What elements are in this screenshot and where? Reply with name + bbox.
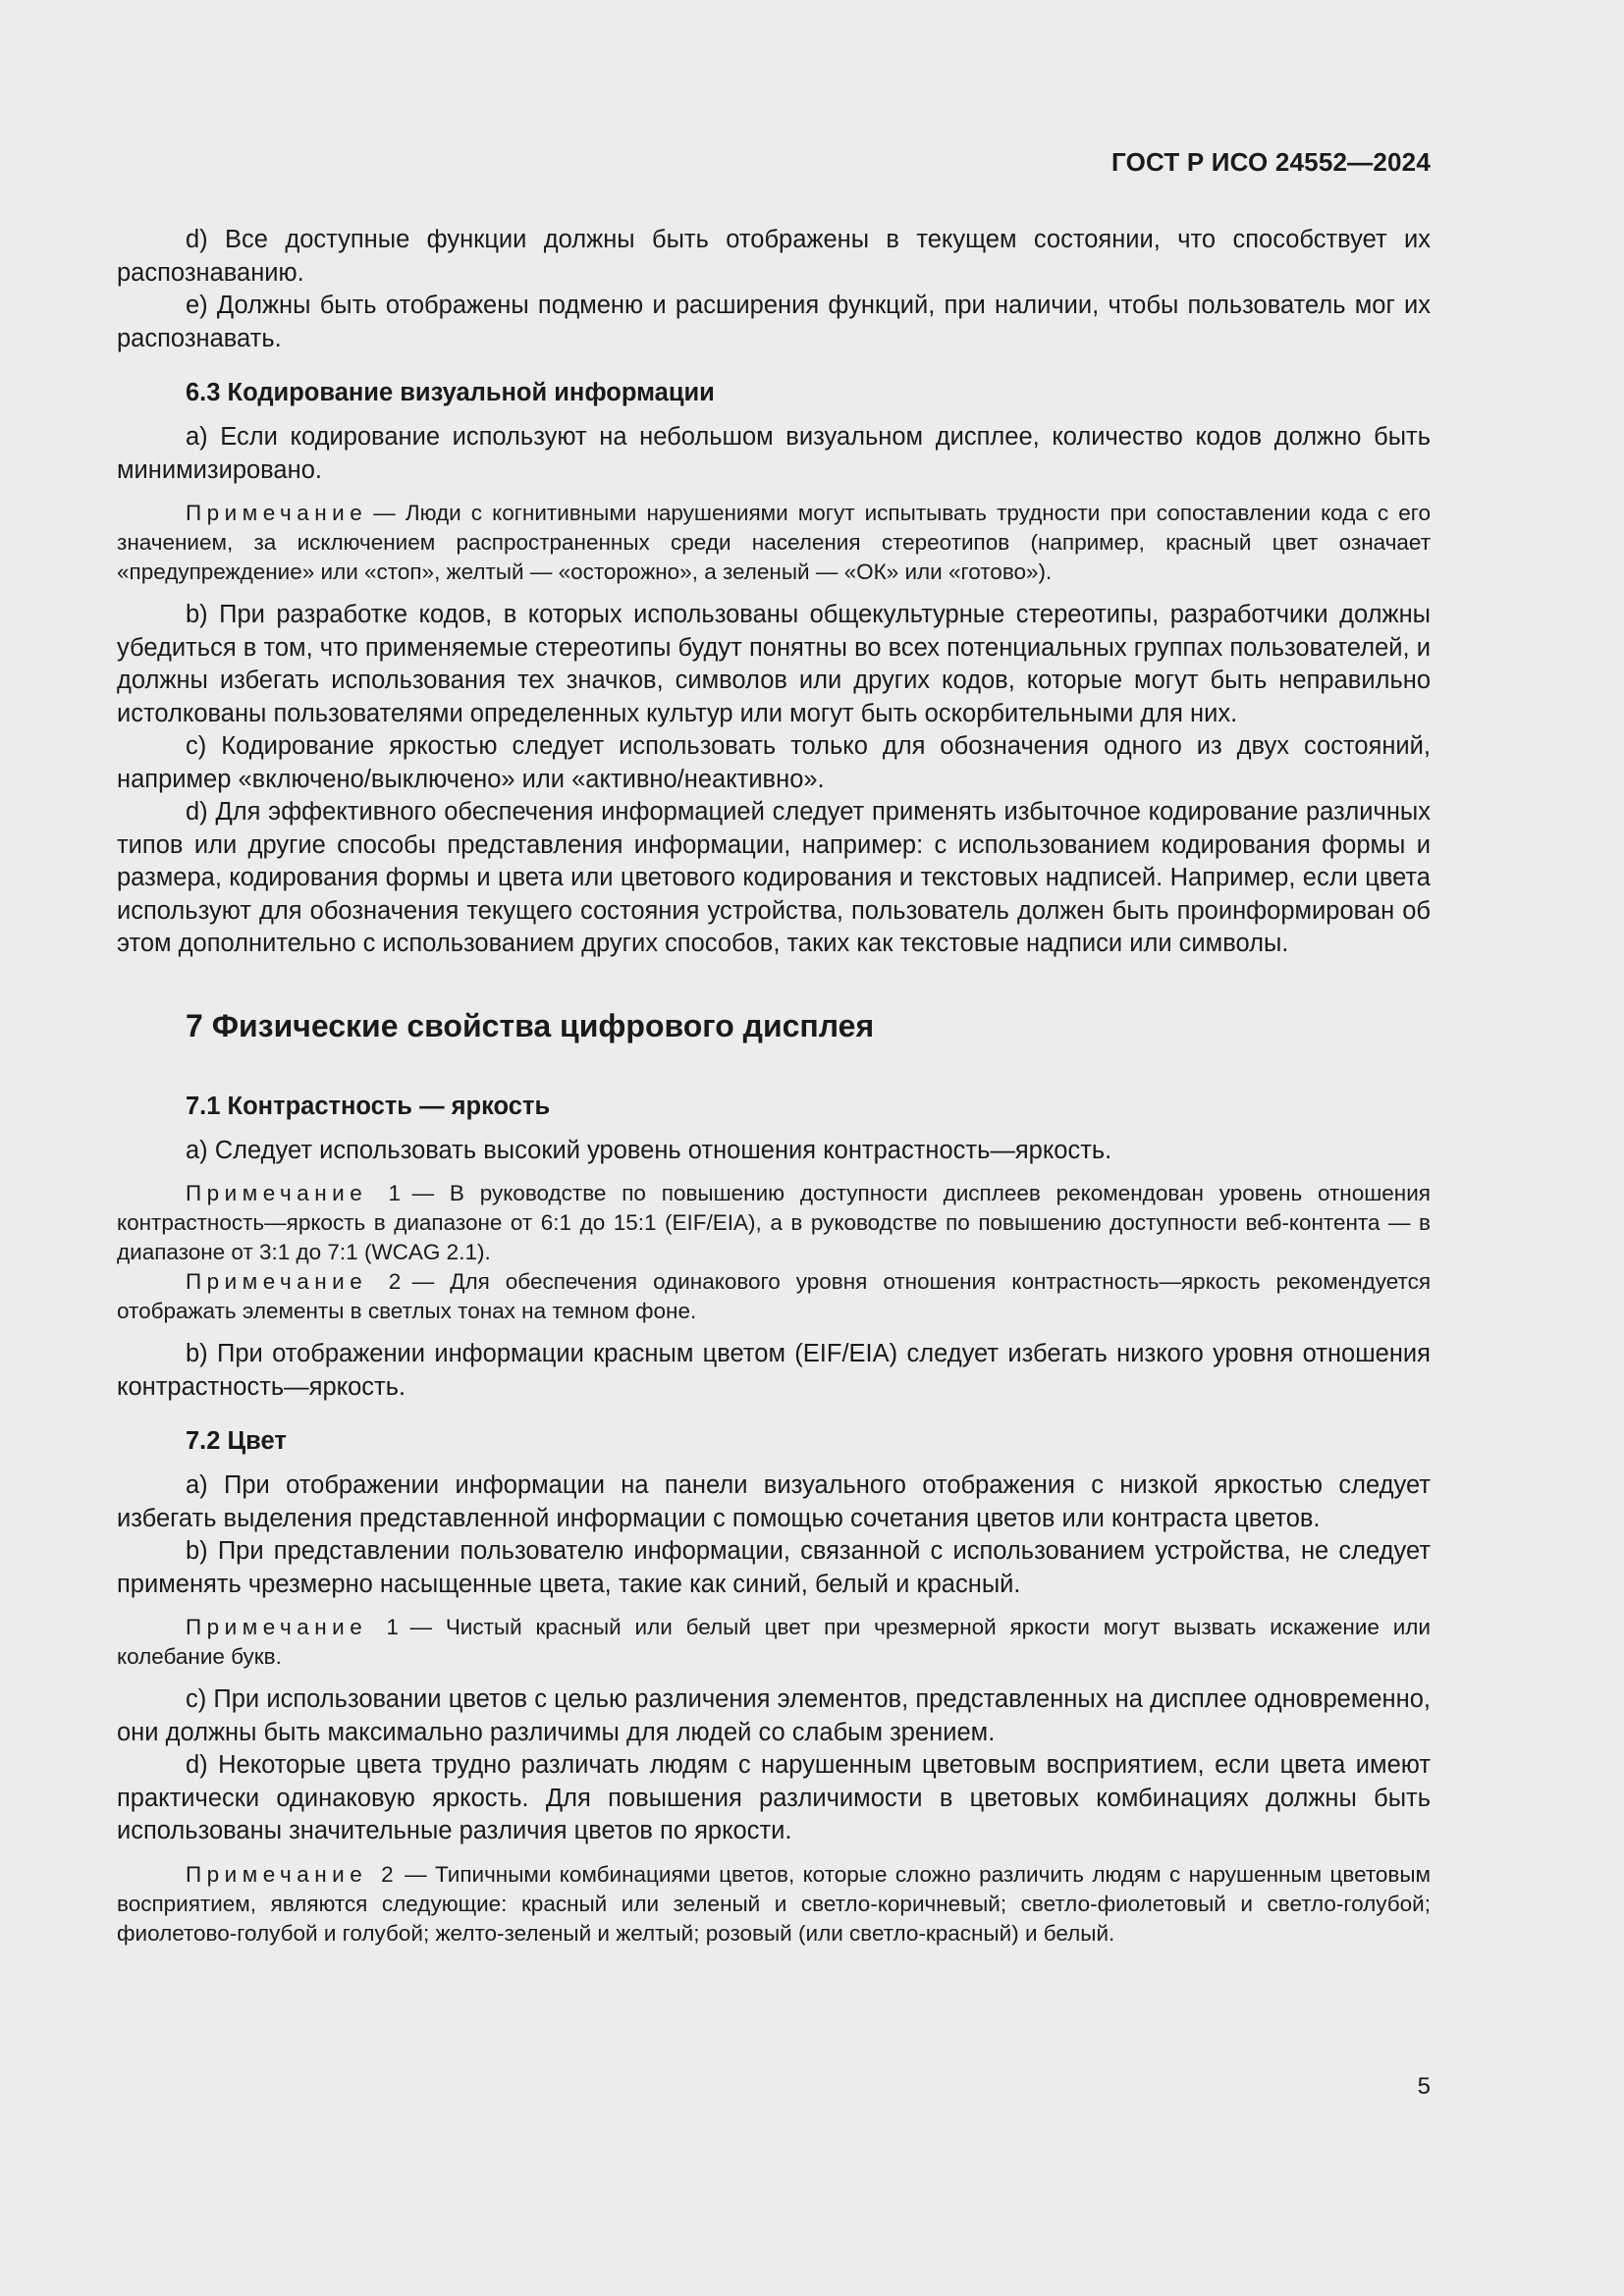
paragraph-b1: b) При разработке кодов, в которых использованы общекультурные стереотипы, разработчики должны убедиться в том, что применяемые стереотипы будут понятны во всех потенциальных группах пользователей, и должны избегать использования тех значков, символов или других кодов, которые могут быть неправильно истолкованы пользователями определенных культур или могут быть оскорбительными для них.: [117, 601, 1431, 727]
paragraph-c3: с) При использовании цветов с целью различения элементов, представленных на дисплее одновременно, они должны быть максимально различимы для людей со слабым зрением.: [117, 1685, 1431, 1746]
note-text: — В руководстве по повышению доступности дисплеев рекомендован уровень отношения контрастность—яркость в диапазоне от 6:1 до 15:1 (EIF/EIA), а в руководстве по повышению доступности веб-контента — в диапазоне от 3:1 до 7:1 (WCAG 2.1).: [117, 1181, 1431, 1264]
note-1: [117, 499, 1431, 587]
note-5: [117, 1860, 1431, 1949]
paragraph-d1: d) Все доступные функции должны быть отображены в текущем состоянии, что способствует их распознаванию.: [117, 226, 1431, 287]
paragraph-e1: е) Должны быть отображены подменю и расширения функций, при наличии, чтобы пользователь мог их распознавать.: [117, 292, 1431, 352]
note-text: — Для обеспечения одинакового уровня отношения контрастность—яркость рекомендуется отображать элементы в светлых тонах на темном фоне.: [117, 1269, 1431, 1323]
paragraph-a1: а) Если кодирование используют на небольшом визуальном дисплее, количество кодов должно быть минимизировано.: [117, 423, 1431, 484]
paragraph-a3: а) При отображении информации на панели визуального отображения с низкой яркостью следует избегать выделения представленной информации с помощью сочетания цветов или контраста цветов.: [117, 1471, 1431, 1532]
section-heading-6-3: 6.3 Кодирование визуальной информации: [186, 379, 715, 406]
note-label: Примечание 1: [186, 1181, 406, 1205]
note-4: [117, 1613, 1431, 1672]
paragraph-d3: d) Некоторые цвета трудно различать людям с нарушенным цветовым восприятием, если цвета имеют практически одинаковую яркость. Для повышения различимости в цветовых комбинациях должны быть использованы значительные различия цветов по яркости.: [117, 1751, 1431, 1844]
paragraph-b2: b) При отображении информации красным цветом (EIF/EIA) следует избегать низкого уровня отношения контрастность—яркость.: [117, 1340, 1431, 1401]
paragraph-c1: с) Кодирование яркостью следует использовать только для обозначения одного из двух состояний, например «включено/выключено» или «активно/неактивно».: [117, 732, 1431, 793]
paragraph-d2: d) Для эффективного обеспечения информацией следует применять избыточное кодирование различных типов или другие способы представления информации, например: с использованием кодирования формы и размера, кодирования формы и цвета или цветового кодирования и текстовых надписей. Например, если цвета используют для обозначения текущего состояния устройства, пользователь должен быть проинформирован об этом дополнительно с использованием других способов, таких как текстовые надписи или символы.: [117, 798, 1431, 957]
note-2: [117, 1179, 1431, 1267]
note-label: Примечание: [186, 501, 368, 525]
page-content: [117, 224, 1431, 1949]
paragraph-a2: а) Следует использовать высокий уровень отношения контрастность—яркость.: [186, 1136, 1112, 1164]
section-heading-7: 7 Физические свойства цифрового дисплея: [186, 1007, 875, 1043]
paragraph-b3: b) При представлении пользователю информации, связанной с использованием устройства, не следует применять чрезмерно насыщенные цвета, такие как синий, белый и красный.: [117, 1537, 1431, 1598]
note-text: — Типичными комбинациями цветов, которые сложно различить людям с нарушенным цветовым восприятием, являются следующие: красный или зеленый и светло-коричневый; светло-фиолетовый и светло-голубой; фиолетово-голубой и голубой; желто-зеленый и желтый; розовый (или светло-красный) и белый.: [117, 1861, 1432, 1946]
note-text: — Люди с когнитивными нарушениями могут испытывать трудности при сопоставлении кода с его значением, за исключением распространенных среди населения стереотипов (например, красный цвет означает «предупреждение» или «стоп», желтый — «осторожно», а зеленый — «ОК» или «готово»).: [117, 501, 1431, 584]
note-label: Примечание 2: [186, 1269, 406, 1294]
section-heading-7-1: 7.1 Контрастность — яркость: [186, 1092, 551, 1120]
note-label: Примечание 1: [186, 1615, 405, 1639]
note-text: — Чистый красный или белый цвет при чрезмерной яркости могут вызвать искажение или колебание букв.: [117, 1615, 1431, 1669]
section-heading-7-2: 7.2 Цвет: [186, 1427, 287, 1455]
page-number: 5: [1417, 2073, 1431, 2100]
note-3: [117, 1267, 1431, 1326]
document-header: ГОСТ Р ИСО 24552—2024: [1110, 147, 1431, 177]
note-label: Примечание 2: [186, 1861, 400, 1887]
